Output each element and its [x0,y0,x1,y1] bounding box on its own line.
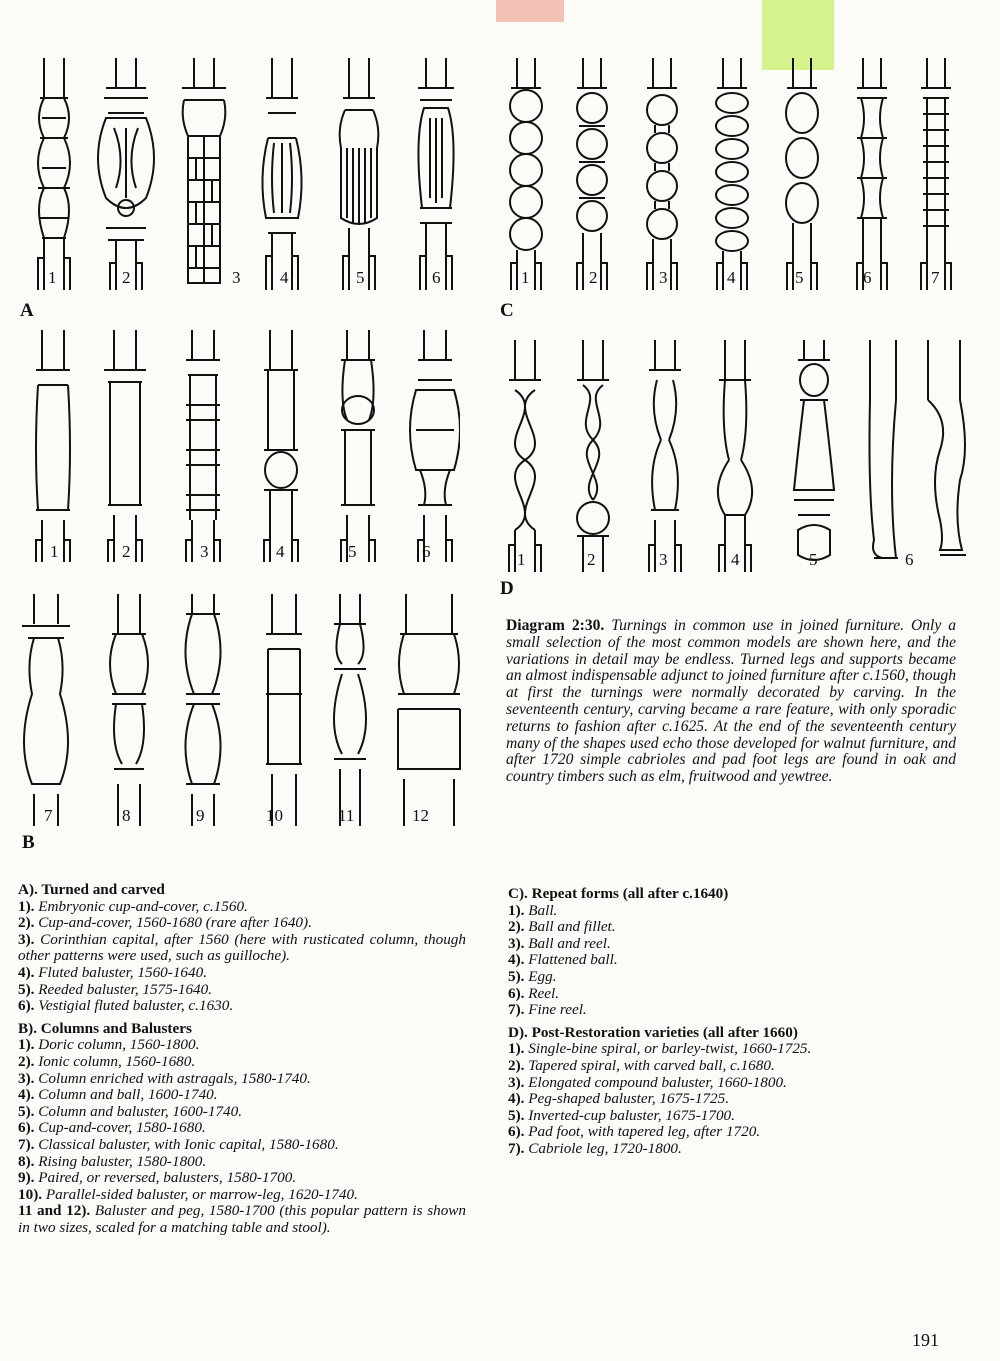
legend-c-item: 1). Ball. [508,901,558,919]
group-b-bottom-drawing [20,594,470,826]
group-c-illustration [505,58,965,290]
legend-d-item: 1). Single-bine spiral, or barley-twist, 1660-1725. [508,1040,812,1058]
legend-c-item: 2). Ball and fillet. [508,918,616,936]
number-b11: 11 [338,806,355,825]
number-b7: 7 [44,806,53,825]
legend-c-item: 6). Reel. [508,984,560,1002]
group-b-letter: B [22,832,35,853]
number-a5: 5 [356,268,365,287]
turning-a4 [262,58,301,290]
group-c-letter: C [500,300,514,321]
legend-b-item: 11 and 12). Baluster and peg, 1580-1700 (this popular pattern is shown in two sizes, scaled for a matching table and stool). [18,1202,467,1236]
number-d4: 4 [731,550,740,569]
turning-a5 [340,58,379,290]
legend-b-item: 10). Parallel-sided baluster, or marrow-leg, 1620-1740. [18,1185,358,1203]
number-b10: 10 [266,806,283,825]
group-a-illustration [30,58,460,290]
number-c6: 6 [863,268,872,287]
legend-b-heading: B). Columns and Balusters [18,1019,192,1037]
turning-b1 [36,330,70,562]
group-c-number-labels [505,268,965,290]
turning-c7 [921,58,951,290]
turning-b6 [410,330,460,562]
number-a1: 1 [48,268,57,287]
group-d-number-labels [505,550,975,572]
turning-c1 [510,58,542,290]
group-b-bottom-number-labels [20,806,470,828]
legend-right [508,886,948,1158]
number-a6: 6 [432,268,441,287]
turning-a3 [182,58,226,283]
group-b-bottom-illustration [20,594,470,826]
turning-c3 [647,58,677,290]
number-b6: 6 [422,542,431,561]
number-a2: 2 [122,268,131,287]
turning-a2 [98,58,154,290]
number-a4: 4 [280,268,289,287]
legend-b-item: 3). Column enriched with astragals, 1580-1740. [18,1069,311,1087]
turning-b8 [110,594,148,826]
number-c7: 7 [931,268,940,287]
turning-d5 [794,340,834,560]
legend-b-item: 5). Column and baluster, 1600-1740. [18,1102,243,1120]
legend-a-item: 3). Corinthian capital, after 1560 (here with rusticated column, though other patterns were used, such as guilloche). [18,930,466,965]
turning-c5 [786,58,818,290]
turning-d6 [870,340,899,558]
turning-d4 [718,340,752,572]
number-d6: 6 [905,550,914,569]
number-d2: 2 [587,550,596,569]
turning-a1 [38,58,70,290]
legend-b-item: 1). Doric column, 1560-1800. [18,1036,200,1054]
legend-c-item: 5). Egg. [508,967,557,985]
legend-b-item: 7). Classical baluster, with Ionic capital, 1580-1680. [18,1135,339,1153]
number-b3: 3 [200,542,209,561]
turning-b2 [104,330,146,562]
legend-d-item: 7). Cabriole leg, 1720-1800. [508,1139,682,1157]
caption-text: Turnings in common use in joined furniture. Only a small selection of the most common models are shown here, and the variations in detail may be endless. Turned legs and supports became an almost indispensable adjunct to joined furniture after c.1560, though at first the turnings were normally decorated by carving. In the seventeenth century, carving became a rare feature, with only sporadic returns to fashion after c.1625. At the end of the seventeenth century many of the shapes used echo those developed for walnut furniture, and after 1720 simple cabrioles and pad foot legs are found in oak and country timbers such as elm, fruitwood and yewtree. [506,617,957,786]
number-d1: 1 [517,550,526,569]
number-c1: 1 [521,268,530,287]
legend-b-item: 2). Ionic column, 1560-1680. [18,1052,196,1070]
group-d-drawing [505,340,975,572]
legend-b-item: 8). Rising baluster, 1580-1800. [18,1152,207,1170]
turning-c2 [577,58,607,290]
legend-d-item: 4). Peg-shaped baluster, 1675-1725. [508,1090,730,1108]
legend-c-item: 4). Flattened ball. [508,951,618,969]
legend-a-item: 4). Fluted baluster, 1560-1640. [18,963,207,981]
legend-d-item: 2). Tapered spiral, with carved ball, c.1680. [508,1056,775,1074]
turning-b12 [398,594,460,826]
number-d5: 5 [809,550,818,569]
number-c2: 2 [589,268,598,287]
turning-c6 [857,58,887,290]
number-a3: 3 [232,268,241,287]
turning-b10 [266,594,302,826]
group-a-drawing [30,58,460,290]
number-b9: 9 [196,806,205,825]
legend-b-item: 4). Column and ball, 1600-1740. [18,1086,218,1104]
group-d-letter: D [500,578,514,599]
turning-d1 [509,340,541,572]
page-number: 191 [912,1330,939,1350]
turning-d7 [928,340,966,555]
legend-d-heading: D). Post-Restoration varieties (all after 1660) [508,1023,798,1041]
group-d-illustration [505,340,975,572]
legend-left [18,882,466,1236]
legend-b-item: 9). Paired, or reversed, balusters, 1580-1700. [18,1169,297,1187]
group-b-top-drawing [30,330,460,562]
turning-b11 [334,594,366,826]
group-a-letter: A [20,300,34,321]
turning-d3 [649,340,681,572]
legend-d-item: 6). Pad foot, with tapered leg, after 1720. [508,1123,761,1141]
group-b-top-illustration [30,330,460,562]
number-b1: 1 [50,542,59,561]
turning-d2 [577,340,609,572]
legend-d-item: 5). Inverted-cup baluster, 1675-1700. [508,1106,735,1124]
number-b5: 5 [348,542,357,561]
legend-c-item: 7). Fine reel. [508,1001,587,1019]
number-d3: 3 [659,550,668,569]
turning-a6 [418,58,454,290]
turning-b5 [341,330,375,562]
turning-b4 [264,330,298,562]
number-b4: 4 [276,542,285,561]
number-c5: 5 [795,268,804,287]
turning-c4 [716,58,748,290]
legend-c-item: 3). Ball and reel. [508,934,611,952]
legend-d-item: 3). Elongated compound baluster, 1660-1800. [508,1073,787,1091]
diagram-caption [506,618,956,786]
number-b8: 8 [122,806,131,825]
turning-b7 [22,594,70,826]
legend-a-heading: A). Turned and carved [18,881,165,898]
legend-a-item: 6). Vestigial fluted baluster, c.1630. [18,997,234,1015]
legend-a-item: 2). Cup-and-cover, 1560-1680 (rare after 1640). [18,914,312,932]
number-b2: 2 [122,542,131,561]
caption-title: Diagram 2:30. [506,617,605,634]
number-c3: 3 [659,268,668,287]
legend-a-item: 5). Reeded baluster, 1575-1640. [18,980,213,998]
group-a-number-labels [30,268,460,290]
number-c4: 4 [727,268,736,287]
pink-tab-marker [496,0,564,22]
legend-a-item: 1). Embryonic cup-and-cover, c.1560. [18,897,248,915]
number-b12: 12 [412,806,429,825]
legend-c-heading: C). Repeat forms (all after c.1640) [508,885,729,902]
group-b-top-number-labels [30,542,460,564]
turning-b9 [185,594,220,826]
turning-b3 [186,330,220,562]
legend-b-item: 6). Cup-and-cover, 1580-1680. [18,1119,206,1137]
group-c-drawing [505,58,965,290]
